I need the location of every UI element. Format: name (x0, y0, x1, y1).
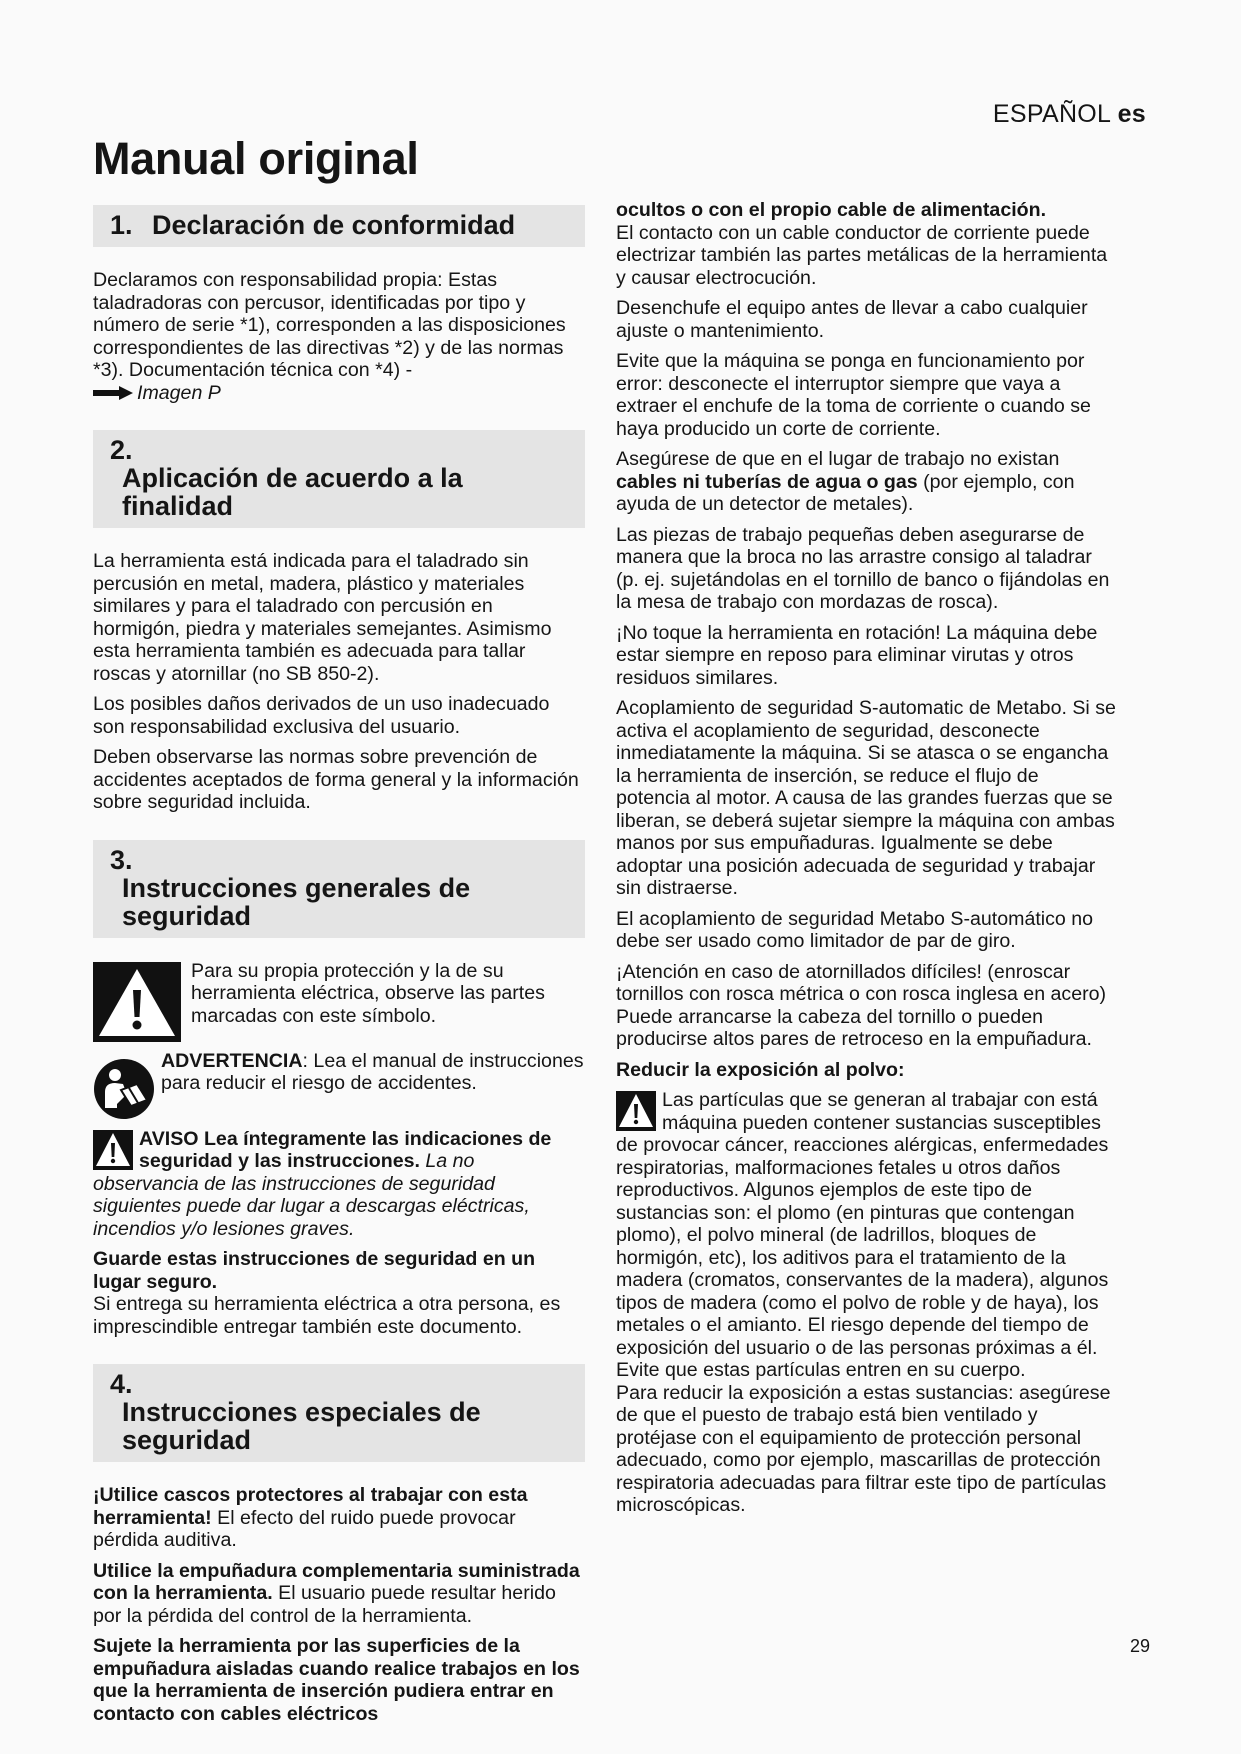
section-2-paragraph-1: La herramienta está indicada para el taladrado sin percusión en metal, madera, plástico y materiales similares y para el taladrado con percusión en hormigón, piedra y materiales semejantes. Asimismo esta herramienta también es adecuada para tallar roscas y atornillar (no SB 850-2). (93, 550, 552, 685)
asegurese-paragraph (616, 448, 1116, 516)
declaration-text: Declaramos con responsabilidad propia: Estas taladradoras con percusor, identificadas por tipo y número de serie *1), corresponden a las disposiciones correspondientes de las directivas *2) y de las normas *3). Documentación técnica con *4) - (93, 269, 566, 381)
section-1-heading (93, 205, 585, 247)
left-column (93, 205, 585, 1733)
advertencia-label: ADVERTENCIA (161, 1049, 303, 1072)
section-3-heading (93, 840, 585, 938)
image-reference: Imagen P (137, 381, 221, 404)
aviso-bold-text: AVISO Lea íntegramente las indicaciones de seguridad y las instrucciones. (139, 1127, 552, 1172)
cascos-text: El efecto del ruido puede provocar pérdida auditiva. (93, 1506, 516, 1551)
section-4-paragraph-1 (93, 1484, 585, 1552)
polvo-heading (616, 1059, 1116, 1082)
symbol-explanation (93, 960, 585, 1042)
section-1-text (93, 269, 585, 404)
section-4-paragraph-3 (93, 1635, 585, 1725)
no-toque-paragraph: ¡No toque la herramienta en rotación! La máquina debe estar siempre en reposo para eliminar virutas y otros residuos similares. (616, 621, 1098, 689)
warning-triangle-icon (616, 1091, 656, 1131)
polvo-text: Las partículas que se generan al trabajar con está máquina pueden contener sustancias susceptibles de provocar cáncer, reacciones alérgicas, enfermedades respiratorias, malformaciones fetales u otros daños reproductivos. Algunos ejemplos de este tipo de sustancias son: el plomo (en pinturas que contengan plomo), el polvo mineral (de ladrillos, bloques de hormigón, etc), los aditivos para el tratamiento de la madera (cromatos, conservantes de la madera), algunos tipos de madera (como el polvo de roble y de haya), los metales o el amianto. El riesgo depende del tiempo de exposición del usuario o de las personas próximas a él. (616, 1089, 1109, 1359)
section-3-title-line1: Instrucciones generales de (122, 872, 471, 903)
language-code: es (1117, 100, 1146, 128)
section-2-heading (93, 430, 585, 528)
polvo-reducir-text: Para reducir la exposición a estas sustancias: asegúrese de que el puesto de trabajo está bien ventilado y protéjase con el equipamiento de protección personal adecuado, como por ejemplo, mascarillas de protección respiratoria adecuadas para filtrar este tipo de partículas microscópicas. (616, 1381, 1111, 1516)
limitador-paragraph: El acoplamiento de seguridad Metabo S-automático no debe ser usado como limitador de par de giro. (616, 907, 1094, 952)
language-name: ESPAÑOL (992, 100, 1111, 128)
section-4-title-line2: seguridad (122, 1425, 252, 1455)
evite-paragraph: Evite que la máquina se ponga en funcionamiento por error: desconecte el interruptor siempre que vaya a extraer el enchufe de la toma de corriente o cuando se haya producido un corte de corriente. (616, 350, 1091, 440)
empunadura-bold-text: Utilice la empuñadura complementaria suministrada con la herramienta. (93, 1559, 580, 1604)
section-4-number: 4. (110, 1369, 133, 1399)
section-2-paragraph-2: Los posibles daños derivados de un uso inadecuado son responsabilidad exclusiva del usuario. (93, 693, 550, 738)
arrow-right-icon (93, 386, 133, 400)
cables-continuation (616, 199, 1116, 289)
advertencia-text: : Lea el manual de instrucciones para reducir el riesgo de accidentes. (161, 1049, 584, 1094)
asegurese-text-1: Asegúrese de que en el lugar de trabajo no existan (616, 448, 1060, 470)
section-2-title-line1: Aplicación de acuerdo a la (122, 463, 463, 493)
polvo-evite-text: Evite que estas partículas entren en su cuerpo. (616, 1359, 1026, 1381)
sujete-bold-text: Sujete la herramienta por las superficies de la empuñadura aisladas cuando realice trabajos en los que la herramienta de inserción pudiera entrar en contacto con cables eléctricos (93, 1635, 580, 1725)
piezas-paragraph: Las piezas de trabajo pequeñas deben asegurarse de manera que la broca no las arrastre consigo al taladrar (p. ej. sujetándolas en el tornillo de banco o fijándolas en la mesa de trabajo con mordazas de rosca). (616, 523, 1110, 613)
page-title: Manual original (93, 133, 419, 184)
section-4-paragraph-2 (93, 1560, 585, 1628)
asegurese-text-2: (por ejemplo, con ayuda de un detector de metales). (616, 470, 1075, 515)
aviso-block (93, 1128, 585, 1241)
empunadura-text: El usuario puede resultar herido por la pérdida del control de la herramienta. (93, 1582, 556, 1627)
section-4-title-line1: Instrucciones especiales de (122, 1397, 481, 1427)
advertencia-text-wrap (161, 1050, 585, 1095)
read-manual-icon (93, 1058, 155, 1120)
polvo-block (616, 1089, 1116, 1517)
acoplamiento-paragraph: Acoplamiento de seguridad S-automatic de Metabo. Si se activa el acoplamiento de seguridad, desconecte inmediatamente la máquina. Si se atasca o se engancha la herramienta de inserción, se reduce el flujo de potencia al motor. A causa de las grandes fuerzas que se liberan, se deberá sujetar siempre la máquina con ambas manos por sus empuñaduras. Igualmente se debe adoptar una posición adecuada de seguridad y trabajar sin distraerse. (616, 697, 1116, 899)
section-1-number: 1. (110, 210, 133, 240)
guarde-text: Si entrega su herramienta eléctrica a otra persona, es imprescindible entregar también este documento. (93, 1293, 561, 1338)
cables-text: El contacto con un cable conductor de corriente puede electrizar también las partes metálicas de la herramienta y causar electrocución. (616, 221, 1108, 289)
section-1-title: Declaración de conformidad (152, 210, 516, 240)
page-number: 29 (1130, 1636, 1151, 1656)
symbol-explanation-text: Para su propia protección y la de su herramienta eléctrica, observe las partes marcadas con este símbolo. (191, 959, 545, 1027)
asegurese-bold-text: cables ni tuberías de agua o gas (616, 470, 918, 493)
section-3-number: 3. (110, 844, 133, 875)
cables-bold-text: ocultos o con el propio cable de alimentación. (616, 199, 1047, 221)
aviso-italic-text: La no observancia de las instrucciones de seguridad siguientes puede dar lugar a descargas eléctricas, incendios y/o lesiones graves. (93, 1150, 530, 1240)
section-2-number: 2. (110, 435, 133, 465)
guarde-block (93, 1248, 585, 1338)
section-3-title-line2: seguridad (122, 900, 252, 931)
section-2-paragraph-3: Deben observarse las normas sobre prevención de accidentes aceptados de forma general y la información sobre seguridad incluida. (93, 746, 579, 813)
right-column (616, 199, 1116, 1525)
warning-triangle-icon (93, 1130, 133, 1170)
polvo-heading-text: Reducir la exposición al polvo: (616, 1058, 905, 1081)
guarde-bold-text: Guarde estas instrucciones de seguridad en un lugar seguro. (93, 1248, 536, 1293)
desenchufe-paragraph: Desenchufe el equipo antes de llevar a cabo cualquier ajuste o mantenimiento. (616, 297, 1088, 342)
advertencia-block (93, 1050, 585, 1120)
cascos-bold-text: ¡Utilice cascos protectores al trabajar con esta herramienta! (93, 1484, 528, 1529)
section-4-heading (93, 1364, 585, 1462)
language-header (800, 100, 1146, 129)
warning-triangle-icon (93, 962, 181, 1042)
atencion-paragraph: ¡Atención en caso de atornillados difíciles! (enroscar tornillos con rosca métrica o con rosca inglesa en acero) Puede arrancarse la cabeza del tornillo o pueden producirse altos pares de retroceso en la empuñadura. (616, 960, 1107, 1050)
section-2-title-line2: finalidad (122, 491, 234, 521)
